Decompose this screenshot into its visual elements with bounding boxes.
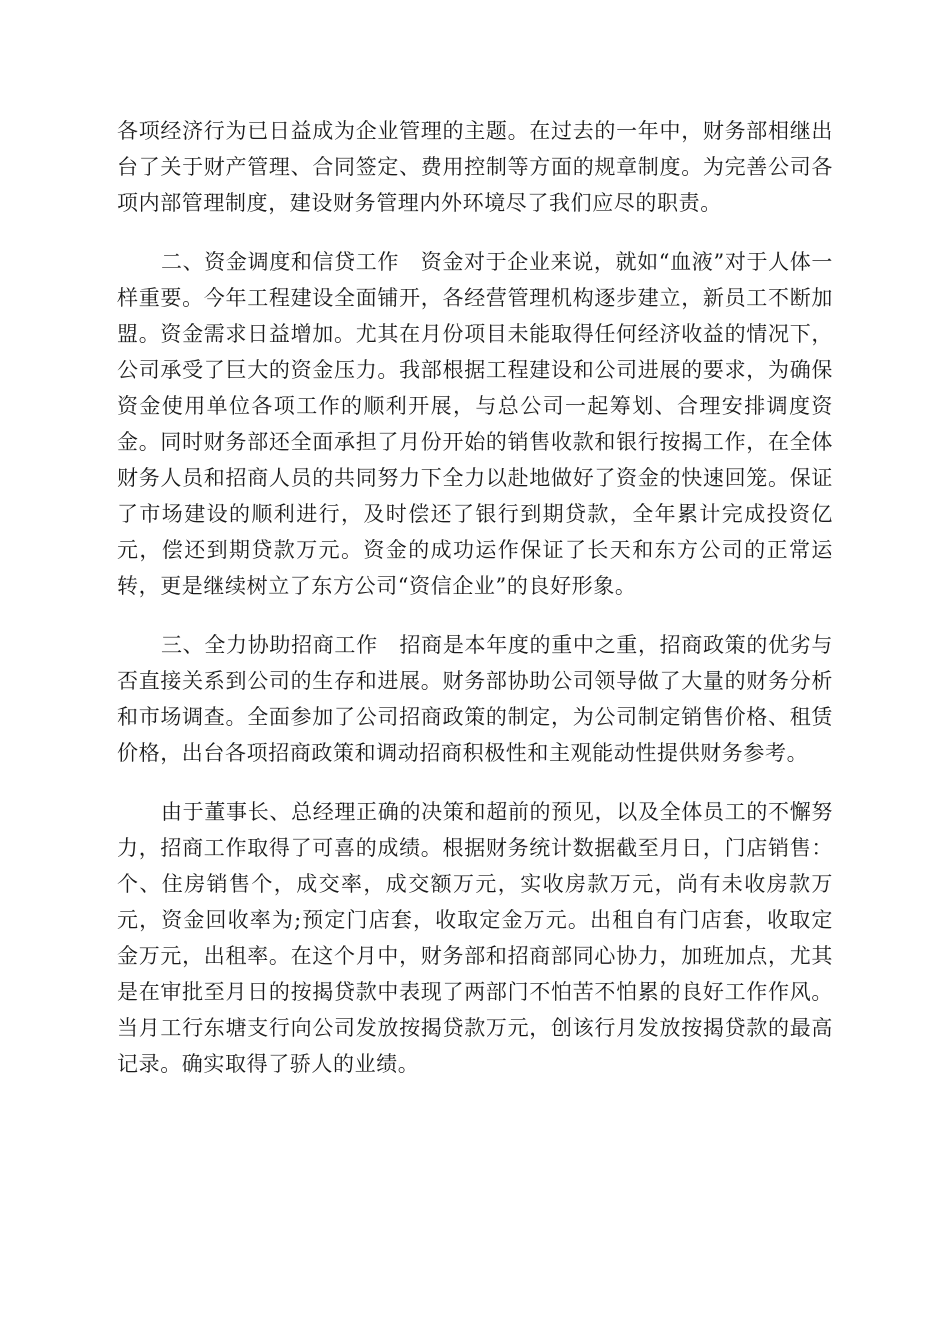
paragraph-sales-results: 由于董事长、总经理正确的决策和超前的预见，以及全体员工的不懈努力，招商工作取得了可喜的成绩。根据财务统计数据截至月日，门店销售：个、住房销售个，成交率，成交额万元，实收房款万元，尚有未收房款万元，资金回收率为;预定门店套，收取定金万元。出租自有门店套，收取定金万元，出租率。在这个月中，财务部和招商部同心协力，加班加点，尤其是在审批至月日的按揭贷款中表现了两部门不怕苦不怕累的良好工作作风。当月工行东塘支行向公司发放按揭贷款万元，创该行月发放按揭贷款的最高记录。确实取得了骄人的业绩。 (117, 800, 833, 1076)
paragraph-investment-assist: 三、全力协助招商工作 招商是本年度的重中之重，招商政策的优劣与否直接关系到公司的生存和进展。财务部协助公司领导做了大量的财务分析和市场调查。全面参加了公司招商政策的制定，为公司制定销售价格、租赁价格，出台各项招商政策和调动招商积极性和主观能动性提供财务参考。 (117, 633, 833, 765)
paragraph-management-rules: 各项经济行为已日益成为企业管理的主题。在过去的一年中，财务部相继出台了关于财产管理、合同签定、费用控制等方面的规章制度。为完善公司各项内部管理制度，建设财务管理内外环境尽了我们应尽的职责。 (117, 119, 833, 215)
paragraph-funds-credit: 二、资金调度和信贷工作 资金对于企业来说，就如“血液”对于人体一样重要。今年工程建设全面铺开，各经营管理机构逐步建立，新员工不断加盟。资金需求日益增加。尤其在月份项目未能取得任何经济收益的情况下，公司承受了巨大的资金压力。我部根据工程建设和公司进展的要求，为确保资金使用单位各项工作的顺利开展，与总公司一起筹划、合理安排调度资金。同时财务部还全面承担了月份开始的销售收款和银行按揭工作，在全体财务人员和招商人员的共同努力下全力以赴地做好了资金的快速回笼。保证了市场建设的顺利进行，及时偿还了银行到期贷款，全年累计完成投资亿元，偿还到期贷款万元。资金的成功运作保证了长天和东方公司的正常运转，更是继续树立了东方公司“资信企业”的良好形象。 (117, 250, 833, 598)
document-page (117, 113, 833, 1082)
